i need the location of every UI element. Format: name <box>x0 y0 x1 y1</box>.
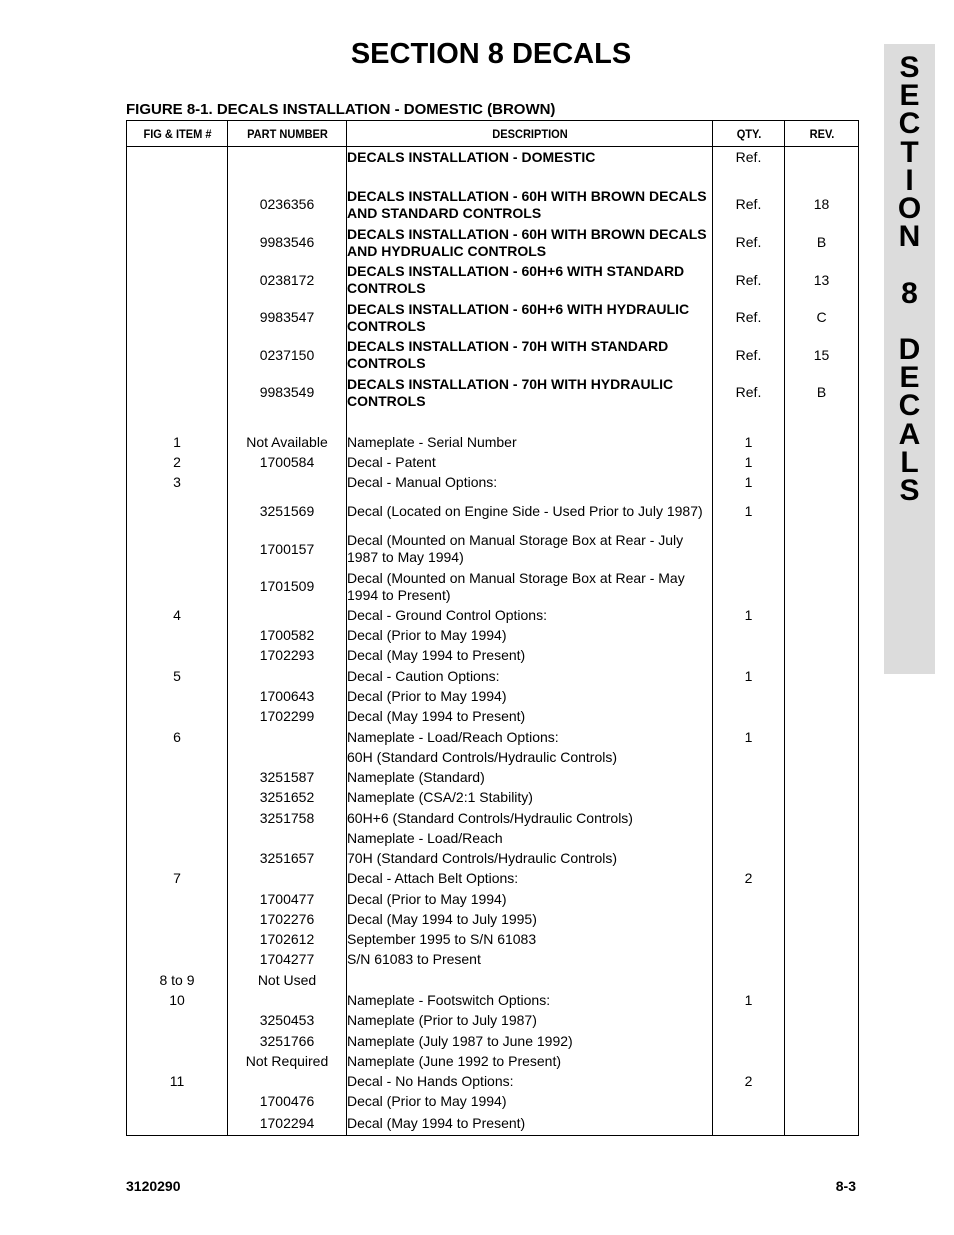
cell-fig-item <box>127 224 228 262</box>
side-tab-letter: S <box>899 474 920 507</box>
cell-rev <box>785 1112 859 1136</box>
cell-part-number: 1700157 <box>228 531 347 568</box>
cell-part-number: Not Required <box>228 1052 347 1072</box>
cell-part-number <box>228 168 347 186</box>
table-row <box>127 1011 859 1031</box>
cell-qty <box>713 531 785 568</box>
cell-qty <box>713 910 785 930</box>
cell-fig-item: 7 <box>127 869 228 889</box>
cell-part-number: 3251652 <box>228 788 347 808</box>
table-row <box>127 453 859 473</box>
cell-description: Nameplate (Standard) <box>347 768 713 788</box>
table-row <box>127 829 859 849</box>
cell-qty <box>713 829 785 849</box>
cell-rev <box>785 1072 859 1092</box>
cell-description: DECALS INSTALLATION - 70H WITH HYDRAULIC CONTROLS <box>347 374 713 412</box>
cell-fig-item <box>127 646 228 666</box>
cell-rev <box>785 1011 859 1031</box>
cell-description: Decal - No Hands Options: <box>347 1072 713 1092</box>
table-row <box>127 1092 859 1112</box>
cell-description: September 1995 to S/N 61083 <box>347 930 713 950</box>
cell-qty: Ref. <box>713 299 785 337</box>
cell-part-number <box>228 991 347 1011</box>
cell-part-number: 1704277 <box>228 950 347 970</box>
cell-qty: 2 <box>713 869 785 889</box>
section-title: SECTION 8 DECALS <box>350 38 632 70</box>
side-tab-letter: S <box>899 51 920 84</box>
cell-part-number: 3251569 <box>228 493 347 531</box>
cell-qty: Ref. <box>713 262 785 299</box>
table-row <box>127 950 859 970</box>
cell-part-number: 1702293 <box>228 646 347 666</box>
cell-rev <box>785 991 859 1011</box>
cell-qty: 1 <box>713 433 785 453</box>
cell-fig-item <box>127 910 228 930</box>
cell-part-number: 9983549 <box>228 374 347 412</box>
side-tab-letter <box>884 308 935 336</box>
cell-qty: Ref. <box>713 337 785 374</box>
cell-part-number: 3251766 <box>228 1031 347 1052</box>
cell-rev <box>785 788 859 808</box>
cell-part-number <box>228 666 347 687</box>
cell-qty: 1 <box>713 453 785 473</box>
cell-description: 60H (Standard Controls/Hydraulic Controls) <box>347 748 713 768</box>
side-tab-letter <box>884 251 935 279</box>
cell-fig-item <box>127 147 228 168</box>
cell-fig-item <box>127 1052 228 1072</box>
cell-qty: Ref. <box>713 186 785 224</box>
cell-fig-item <box>127 262 228 299</box>
side-tab-letter: C <box>898 107 921 141</box>
cell-part-number: 0237150 <box>228 337 347 374</box>
cell-rev: C <box>785 299 859 337</box>
side-tab-letter: E <box>899 361 920 395</box>
table-row <box>127 687 859 707</box>
side-tab-letter: L <box>900 445 919 479</box>
cell-fig-item <box>127 788 228 808</box>
cell-description: 60H+6 (Standard Controls/Hydraulic Controls) <box>347 808 713 829</box>
cell-qty <box>713 808 785 829</box>
cell-description: Decal (Located on Engine Side - Used Prior to July 1987) <box>347 493 713 531</box>
table-row <box>127 727 859 748</box>
cell-description: Nameplate (June 1992 to Present) <box>347 1052 713 1072</box>
cell-part-number <box>228 829 347 849</box>
table-row <box>127 1052 859 1072</box>
cell-part-number <box>228 412 347 433</box>
cell-fig-item <box>127 1112 228 1136</box>
cell-rev <box>785 930 859 950</box>
cell-part-number <box>228 147 347 168</box>
cell-rev: 15 <box>785 337 859 374</box>
cell-part-number: 1701509 <box>228 568 347 606</box>
cell-fig-item <box>127 889 228 910</box>
table-row <box>127 910 859 930</box>
cell-rev <box>785 412 859 433</box>
cell-qty: 1 <box>713 991 785 1011</box>
table-header-row <box>127 121 859 147</box>
side-tab-letter: T <box>900 135 919 169</box>
header-description: DESCRIPTION <box>361 121 698 147</box>
cell-part-number <box>228 606 347 626</box>
page-number: 8-3 <box>835 1178 856 1194</box>
cell-description: Decal (May 1994 to Present) <box>347 707 713 727</box>
cell-description: 70H (Standard Controls/Hydraulic Controls) <box>347 849 713 869</box>
cell-qty <box>713 1112 785 1136</box>
table-row <box>127 147 859 168</box>
cell-qty: Ref. <box>713 147 785 168</box>
table-row <box>127 889 859 910</box>
cell-rev <box>785 168 859 186</box>
cell-rev <box>785 707 859 727</box>
cell-rev <box>785 687 859 707</box>
header-qty: QTY. <box>715 121 781 147</box>
cell-fig-item <box>127 493 228 531</box>
cell-description: Decal (May 1994 to Present) <box>347 1112 713 1136</box>
cell-part-number: 1700582 <box>228 626 347 646</box>
cell-rev <box>785 1052 859 1072</box>
cell-rev <box>785 889 859 910</box>
cell-description: Decal - Patent <box>347 453 713 473</box>
table-row <box>127 186 859 224</box>
cell-part-number <box>228 1072 347 1092</box>
table-row <box>127 646 859 666</box>
header-rev: REV. <box>787 121 855 147</box>
cell-description: Nameplate (Prior to July 1987) <box>347 1011 713 1031</box>
side-tab-letter: N <box>898 220 921 254</box>
cell-qty <box>713 646 785 666</box>
cell-rev <box>785 950 859 970</box>
cell-qty <box>713 930 785 950</box>
cell-qty <box>713 748 785 768</box>
cell-rev: B <box>785 224 859 262</box>
cell-rev <box>785 626 859 646</box>
cell-part-number: 9983546 <box>228 224 347 262</box>
cell-part-number: 0238172 <box>228 262 347 299</box>
cell-part-number: 1702299 <box>228 707 347 727</box>
cell-description <box>347 412 713 433</box>
cell-description: DECALS INSTALLATION - DOMESTIC <box>347 147 713 168</box>
cell-qty <box>713 687 785 707</box>
cell-part-number: 1700476 <box>228 1092 347 1112</box>
cell-fig-item <box>127 829 228 849</box>
table-row <box>127 168 859 186</box>
side-tab-letter: C <box>898 389 921 423</box>
cell-qty: Ref. <box>713 374 785 412</box>
cell-fig-item <box>127 186 228 224</box>
cell-qty <box>713 1052 785 1072</box>
cell-qty: 1 <box>713 473 785 493</box>
table-row <box>127 473 859 493</box>
cell-fig-item: 4 <box>127 606 228 626</box>
table-row <box>127 808 859 829</box>
cell-fig-item <box>127 337 228 374</box>
cell-part-number: 3250453 <box>228 1011 347 1031</box>
cell-part-number: 3251657 <box>228 849 347 869</box>
cell-part-number: 1702612 <box>228 930 347 950</box>
cell-description: S/N 61083 to Present <box>347 950 713 970</box>
cell-rev <box>785 568 859 606</box>
cell-rev: 18 <box>785 186 859 224</box>
cell-description: Nameplate (July 1987 to June 1992) <box>347 1031 713 1052</box>
table-row <box>127 768 859 788</box>
cell-part-number <box>228 869 347 889</box>
cell-description: Nameplate (CSA/2:1 Stability) <box>347 788 713 808</box>
side-tab-letter: D <box>898 333 921 366</box>
cell-part-number: 1700643 <box>228 687 347 707</box>
cell-qty <box>713 168 785 186</box>
cell-rev <box>785 869 859 889</box>
cell-fig-item: 5 <box>127 666 228 687</box>
table-row <box>127 1072 859 1092</box>
cell-qty <box>713 970 785 991</box>
cell-description: Decal - Ground Control Options: <box>347 606 713 626</box>
cell-qty: 1 <box>713 493 785 531</box>
table-row <box>127 991 859 1011</box>
cell-rev <box>785 666 859 687</box>
document-number: 3120290 <box>126 1178 181 1194</box>
cell-rev <box>785 1031 859 1052</box>
side-tab-letter: 8 <box>901 276 918 310</box>
cell-fig-item: 2 <box>127 453 228 473</box>
cell-description: Decal (Mounted on Manual Storage Box at Rear - May 1994 to Present) <box>347 568 713 606</box>
cell-description: DECALS INSTALLATION - 70H WITH STANDARD CONTROLS <box>347 337 713 374</box>
cell-description: Decal (Prior to May 1994) <box>347 1092 713 1112</box>
cell-part-number: 9983547 <box>228 299 347 337</box>
cell-qty <box>713 1011 785 1031</box>
cell-fig-item <box>127 808 228 829</box>
cell-fig-item <box>127 748 228 768</box>
cell-part-number: 1700477 <box>228 889 347 910</box>
cell-fig-item <box>127 299 228 337</box>
figure-title: FIGURE 8-1. DECALS INSTALLATION - DOMESTIC (BROWN) <box>126 101 556 118</box>
cell-qty <box>713 1092 785 1112</box>
cell-fig-item <box>127 568 228 606</box>
table-row <box>127 531 859 568</box>
cell-fig-item <box>127 531 228 568</box>
cell-description: DECALS INSTALLATION - 60H WITH BROWN DECALS AND STANDARD CONTROLS <box>347 186 713 224</box>
cell-rev <box>785 768 859 788</box>
cell-description: Decal (Prior to May 1994) <box>347 626 713 646</box>
cell-part-number <box>228 748 347 768</box>
cell-fig-item: 3 <box>127 473 228 493</box>
table-row <box>127 224 859 262</box>
side-tab-letter: I <box>905 163 914 197</box>
cell-rev <box>785 606 859 626</box>
cell-part-number: 1700584 <box>228 453 347 473</box>
cell-qty <box>713 568 785 606</box>
cell-qty: Ref. <box>713 224 785 262</box>
cell-fig-item <box>127 1092 228 1112</box>
table-row <box>127 869 859 889</box>
table-row <box>127 606 859 626</box>
cell-fig-item <box>127 687 228 707</box>
cell-qty <box>713 626 785 646</box>
cell-fig-item <box>127 707 228 727</box>
cell-rev <box>785 531 859 568</box>
table-row <box>127 493 859 531</box>
side-tab-letter: O <box>897 192 922 225</box>
table-row <box>127 337 859 374</box>
cell-fig-item <box>127 768 228 788</box>
cell-fig-item <box>127 1031 228 1052</box>
table-row <box>127 849 859 869</box>
table-row <box>127 568 859 606</box>
cell-part-number: 3251758 <box>228 808 347 829</box>
table-row <box>127 433 859 453</box>
table-row <box>127 299 859 337</box>
table-row <box>127 788 859 808</box>
header-part-number: PART NUMBER <box>232 121 341 147</box>
header-fig-item: FIG & ITEM # <box>131 121 224 147</box>
cell-qty: 1 <box>713 666 785 687</box>
cell-part-number <box>228 727 347 748</box>
table-row <box>127 1031 859 1052</box>
cell-description: Decal (May 1994 to July 1995) <box>347 910 713 930</box>
cell-qty <box>713 768 785 788</box>
parts-table-body <box>127 147 859 1136</box>
cell-fig-item <box>127 626 228 646</box>
section-side-tab <box>884 44 935 674</box>
cell-fig-item: 6 <box>127 727 228 748</box>
cell-description: Nameplate - Load/Reach Options: <box>347 727 713 748</box>
cell-rev <box>785 849 859 869</box>
cell-rev: 13 <box>785 262 859 299</box>
cell-fig-item: 1 <box>127 433 228 453</box>
cell-fig-item: 11 <box>127 1072 228 1092</box>
cell-qty: 1 <box>713 727 785 748</box>
cell-fig-item: 10 <box>127 991 228 1011</box>
cell-description: Decal (Prior to May 1994) <box>347 687 713 707</box>
cell-qty <box>713 707 785 727</box>
side-tab-letter: A <box>898 417 921 451</box>
cell-description: Decal (Mounted on Manual Storage Box at Rear - July 1987 to May 1994) <box>347 531 713 568</box>
cell-description <box>347 970 713 991</box>
table-row <box>127 707 859 727</box>
cell-part-number: 1702294 <box>228 1112 347 1136</box>
cell-rev <box>785 748 859 768</box>
cell-rev <box>785 493 859 531</box>
cell-rev <box>785 970 859 991</box>
cell-description: Nameplate - Load/Reach <box>347 829 713 849</box>
cell-description <box>347 168 713 186</box>
cell-rev <box>785 910 859 930</box>
cell-fig-item: 8 to 9 <box>127 970 228 991</box>
cell-description: DECALS INSTALLATION - 60H+6 WITH STANDARD CONTROLS <box>347 262 713 299</box>
side-tab-letter: E <box>899 79 920 113</box>
cell-rev <box>785 646 859 666</box>
cell-description: DECALS INSTALLATION - 60H+6 WITH HYDRAULIC CONTROLS <box>347 299 713 337</box>
table-row <box>127 412 859 433</box>
cell-part-number: Not Available <box>228 433 347 453</box>
cell-fig-item <box>127 930 228 950</box>
cell-description: Decal (Prior to May 1994) <box>347 889 713 910</box>
cell-qty: 2 <box>713 1072 785 1092</box>
table-row <box>127 1112 859 1136</box>
cell-qty <box>713 788 785 808</box>
cell-rev <box>785 147 859 168</box>
table-row <box>127 930 859 950</box>
cell-qty <box>713 1031 785 1052</box>
cell-qty <box>713 889 785 910</box>
cell-rev <box>785 453 859 473</box>
table-row <box>127 626 859 646</box>
cell-fig-item <box>127 374 228 412</box>
cell-part-number: 0236356 <box>228 186 347 224</box>
cell-part-number: Not Used <box>228 970 347 991</box>
cell-qty <box>713 950 785 970</box>
cell-description: Nameplate - Footswitch Options: <box>347 991 713 1011</box>
table-row <box>127 970 859 991</box>
cell-rev <box>785 727 859 748</box>
cell-fig-item <box>127 412 228 433</box>
cell-rev: B <box>785 374 859 412</box>
cell-rev <box>785 829 859 849</box>
cell-description: Decal - Attach Belt Options: <box>347 869 713 889</box>
table-row <box>127 262 859 299</box>
cell-fig-item <box>127 168 228 186</box>
cell-part-number <box>228 473 347 493</box>
table-row <box>127 666 859 687</box>
cell-rev <box>785 1092 859 1112</box>
cell-description: DECALS INSTALLATION - 60H WITH BROWN DECALS AND HYDRUALIC CONTROLS <box>347 224 713 262</box>
table-row <box>127 748 859 768</box>
cell-rev <box>785 808 859 829</box>
cell-fig-item <box>127 849 228 869</box>
cell-rev <box>785 433 859 453</box>
cell-part-number: 1702276 <box>228 910 347 930</box>
parts-table <box>126 120 859 1136</box>
cell-qty <box>713 412 785 433</box>
cell-part-number: 3251587 <box>228 768 347 788</box>
cell-fig-item <box>127 950 228 970</box>
cell-description: Decal (May 1994 to Present) <box>347 646 713 666</box>
cell-description: Nameplate - Serial Number <box>347 433 713 453</box>
cell-qty <box>713 849 785 869</box>
cell-qty: 1 <box>713 606 785 626</box>
cell-description: Decal - Manual Options: <box>347 473 713 493</box>
cell-description: Decal - Caution Options: <box>347 666 713 687</box>
cell-rev <box>785 473 859 493</box>
cell-fig-item <box>127 1011 228 1031</box>
table-row <box>127 374 859 412</box>
